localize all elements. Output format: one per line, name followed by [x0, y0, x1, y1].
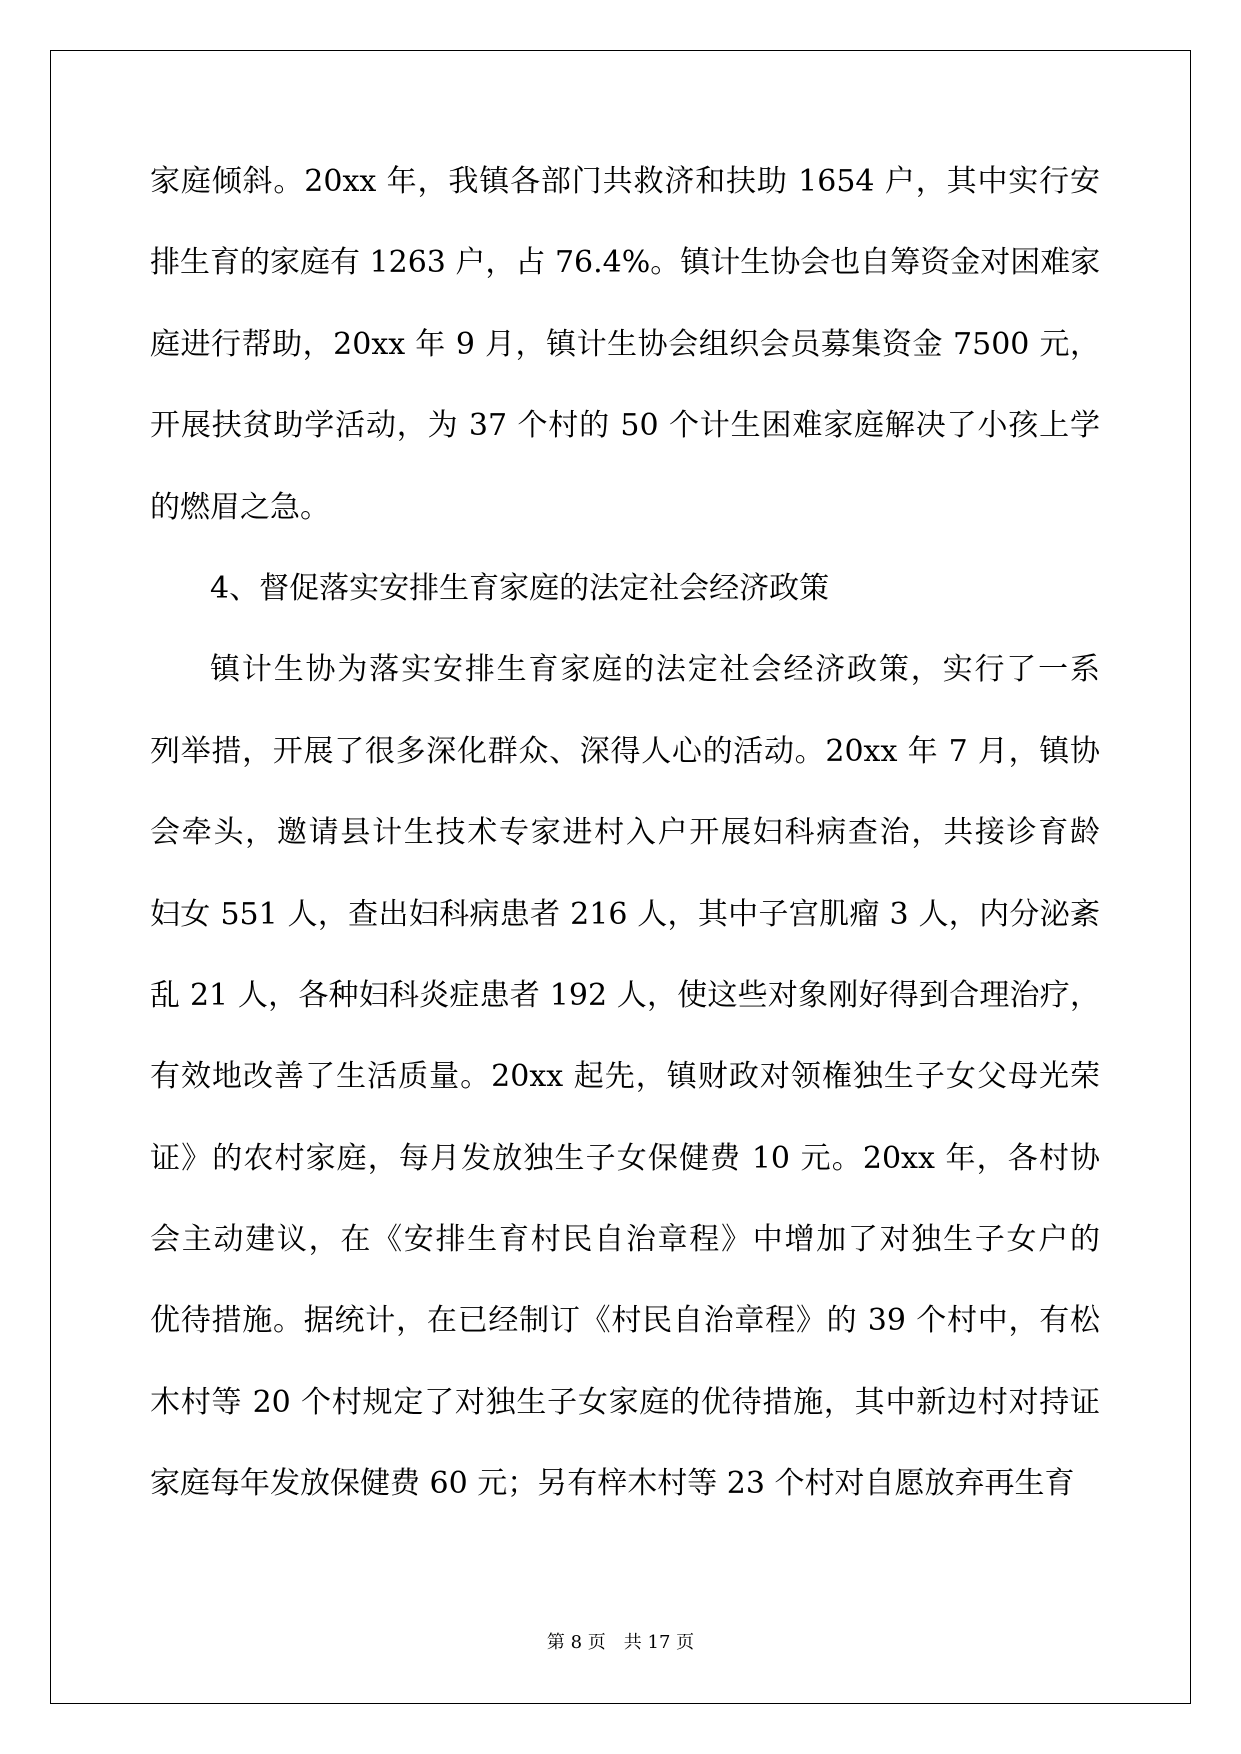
- text-line: 会牵头，邀请县计生技术专家进村入户开展妇科病查治，共接诊育龄: [150, 815, 1100, 851]
- text-line: 开展扶贫助学活动，为 37 个村的 50 个计生困难家庭解决了小孩上学: [150, 408, 1100, 444]
- text-line: 镇计生协为落实安排生育家庭的法定社会经济政策，实行了一系: [210, 652, 1100, 688]
- text-line: 列举措，开展了很多深化群众、深得人心的活动。20xx 年 7 月，镇协: [150, 733, 1100, 769]
- text-line: 的燃眉之急。: [150, 489, 330, 525]
- text-line: 有效地改善了生活质量。20xx 起先，镇财政对领権独生子女父母光荣: [150, 1059, 1100, 1095]
- text-line: 木村等 20 个村规定了对独生子女家庭的优待措施，其中新边村对持证: [150, 1384, 1100, 1420]
- text-line: 妇女 551 人，查出妇科病患者 216 人，其中子宫肌瘤 3 人，内分泌紊: [150, 896, 1100, 932]
- page-number-footer: 第 8 页 共 17 页: [546, 1632, 695, 1653]
- text-line: 会主动建议，在《安排生育村民自治章程》中增加了对独生子女户的: [150, 1222, 1100, 1258]
- paragraph: [150, 650, 1100, 1545]
- text-line: 家庭倾斜。20xx 年，我镇各部门共救济和扶助 1654 户，其中实行安: [150, 164, 1100, 199]
- text-line: 乱 21 人，各种妇科炎症患者 192 人，使这些对象刚好得到合理治疗，: [150, 977, 1100, 1013]
- text-line: 家庭每年发放保健费 60 元；另有梓木村等 23 个村对自愿放弃再生育: [150, 1466, 1075, 1502]
- text-line: 优待措施。据统计，在已经制订《村民自治章程》的 39 个村中，有松: [150, 1303, 1100, 1339]
- text-line: 4、督促落实安排生育家庭的法定社会经济政策: [210, 570, 830, 606]
- text-line: 证》的农村家庭，每月发放独生子女保健费 10 元。20xx 年，各村协: [150, 1140, 1100, 1176]
- paragraph: [150, 162, 1100, 569]
- text-line: 庭进行帮助，20xx 年 9 月，镇计生协会组织会员募集资金 7500 元，: [150, 326, 1100, 362]
- paragraph: [150, 569, 1100, 650]
- text-line: 排生育的家庭有 1263 户，占 76.4%。镇计生协会也自筹资金对困难家: [150, 245, 1101, 281]
- document-body: [150, 162, 1100, 1546]
